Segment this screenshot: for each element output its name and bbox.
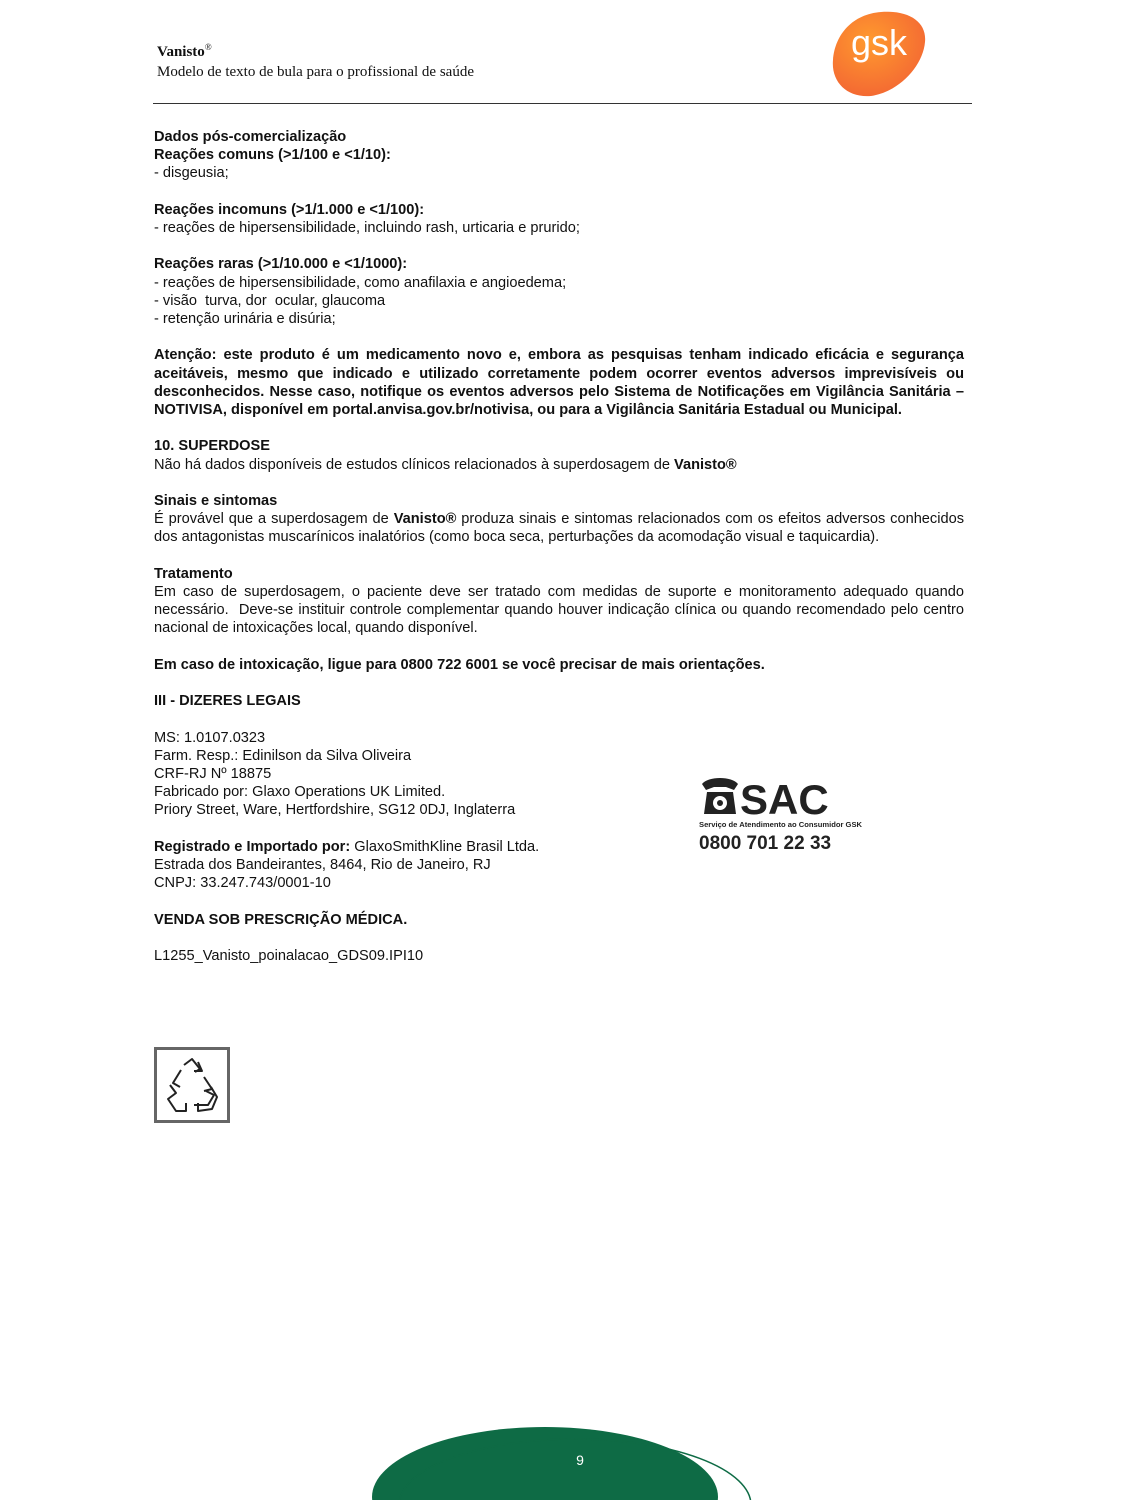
address-line: Estrada dos Bandeirantes, 8464, Rio de Janeiro, RJ (154, 856, 491, 873)
uncommon-reaction-item: - reações de hipersensibilidade, incluindo rash, urticaria e prurido; (154, 220, 580, 236)
gsk-logo (829, 8, 929, 98)
product-name: Vanisto® (157, 42, 212, 60)
address-line: CNPJ: 33.247.743/0001-10 (154, 875, 331, 892)
document-code: L1255_Vanisto_poinalacao_GDS09.IPI10 (154, 947, 424, 964)
common-reaction-item: - disgeusia; (154, 165, 229, 182)
treatment-title: Tratamento (154, 565, 233, 582)
intoxication-notice: Em caso de intoxicação, ligue para 0800 722 6001 se você precisar de mais orientações. (154, 656, 765, 673)
sac-phone: 0800 701 22 33 (699, 833, 832, 854)
treatment-text: Em caso de superdosagem, o paciente deve ser tratado com medidas de suporte e monitoramento adequado quando necessário. Deve-se instituir controle complementar quando houver indicação clínica ou quando recomendado pelo centro nacional de intoxicações local, quando disponível. (154, 583, 969, 637)
legal-line: Farm. Resp.: Edinilson da Silva Oliveira (154, 747, 412, 764)
rare-reaction-item: - visão turva, dor ocular, glaucoma (154, 292, 386, 309)
page-footer (370, 1425, 755, 1500)
prescription-notice: VENDA SOB PRESCRIÇÃO MÉDICA. (154, 911, 408, 928)
rare-reaction-item: - reações de hipersensibilidade, como anafilaxia e angioedema; (154, 274, 567, 291)
page-number: 9 (576, 1452, 584, 1468)
legal-line: CRF-RJ Nº 18875 (154, 765, 272, 782)
document-subtitle: Modelo de texto de bula para o profissional de saúde (157, 64, 474, 80)
rare-reactions-heading: Reações raras (>1/10.000 e <1/1000): (154, 256, 408, 273)
telephone-icon (702, 778, 738, 814)
overdose-intro: Não há dados disponíveis de estudos clínicos relacionados à superdosagem de Vanisto® (154, 456, 737, 473)
overdose-title: 10. SUPERDOSE (154, 438, 270, 455)
recycle-icon (154, 1047, 230, 1123)
post-marketing-title: Dados pós-comercialização (154, 129, 347, 145)
legal-line: MS: 1.0107.0323 (154, 729, 266, 746)
gsk-logo-text: gsk (850, 22, 908, 63)
attention-notice: Atenção: este produto é um medicamento novo e, embora as pesquisas tenham indicado eficácia e segurança aceitáveis, mesmo que indicado e utilizado corretamente podem ocorrer eventos adversos imprevisíveis ou desconhecidos. Nesse caso, notifique os eventos adversos pelo Sistema de Notificações em Vigilância Sanitária – NOTIVISA, disponível em portal.anvisa.gov.br/notivisa, ou para a Vigilância Sanitária Estadual ou Municipal. (154, 347, 964, 418)
uncommon-reactions-heading: Reações incomuns (>1/1.000 e <1/100): (154, 201, 425, 218)
registered-importer: Registrado e Importado por: GlaxoSmithKline Brasil Ltda. (154, 838, 540, 855)
sac-title: SAC (740, 776, 829, 823)
rare-reaction-item: - retenção urinária e disúria; (154, 311, 336, 327)
sac-subtitle: Serviço de Atendimento ao Consumidor GSK (699, 820, 863, 829)
document-body (154, 128, 969, 965)
legal-title: III - DIZERES LEGAIS (154, 693, 301, 710)
signs-text: É provável que a superdosagem de Vanisto® produza sinais e sintomas relacionados com os efeitos adversos conhecidos dos antagonistas muscarínicos inalatórios (como boca seca, perturbações da acomodação visual e taquicardia). (154, 511, 964, 546)
common-reactions-heading: Reações comuns (>1/100 e <1/10): (154, 147, 391, 164)
legal-line: Priory Street, Ware, Hertfordshire, SG12 0DJ, Inglaterra (154, 802, 516, 819)
signs-title: Sinais e sintomas (154, 492, 278, 509)
page-header (157, 22, 972, 104)
legal-line: Fabricado por: Glaxo Operations UK Limited. (154, 784, 446, 801)
sac-logo (698, 774, 863, 854)
header-divider (153, 103, 972, 104)
